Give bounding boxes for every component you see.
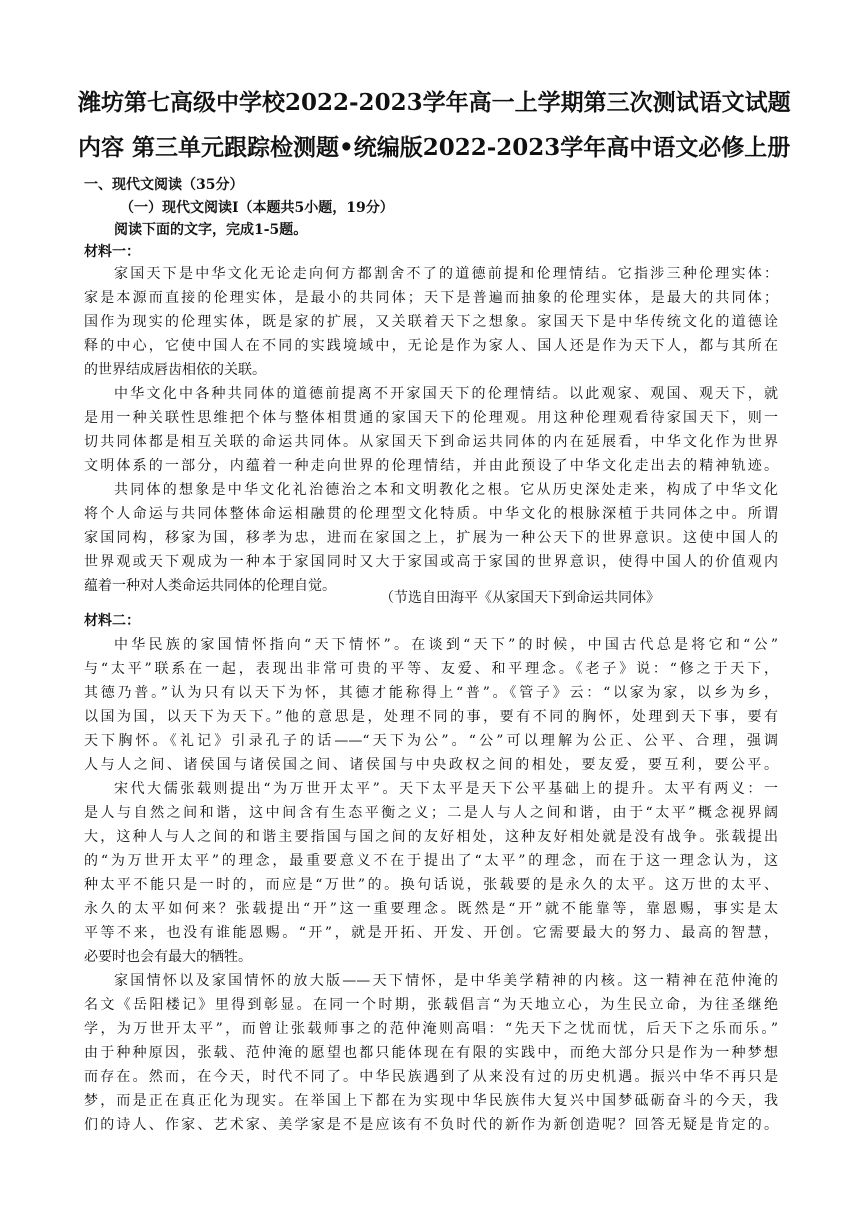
material-1-line: 文明体系的一部分，内蕴着一种走向世界的伦理情结，并由此预设了中华文化走出去的精神轨迹。	[84, 458, 778, 474]
material-2-line: 的“为万世开太平”的理念，最重要意义不在于提出了“太平”的理念，而在于这一理念认为，这	[84, 853, 778, 869]
material-2-line: 是人与自然之间和谐，这中间含有生态平衡之义；二是人与人之间和谐，由于“太平”概念视界阔	[84, 805, 778, 821]
material-2-line: 必要时也会有最大的牺牲。	[84, 949, 252, 965]
material-2-line: 与“太平”联系在一起，表现出非常可贵的平等、友爱、和平理念。《老子》说：“修之于天下，	[84, 661, 778, 677]
material-2-line: 由于种种原因，张载、范仲淹的愿望也都只能体现在有限的实践中，而绝大部分只是作为一种梦想	[84, 1045, 778, 1061]
material-2-line: 以国为国，以天下为天下。”他的意思是，处理不同的事，要有不同的胸怀，处理到天下事，要有	[84, 709, 778, 725]
document-title-line-1: 潍坊第七高级中学校2022-2023学年高一上学期第三次测试语文试题	[78, 89, 791, 116]
reading-instruction: 阅读下面的文字，完成1-5题。	[114, 222, 308, 238]
material-2-line: 梦，而是正在真正化为现实。在举国上下都在为实现中华民族伟大复兴中国梦砥砺奋斗的今天，我	[84, 1093, 778, 1109]
material-2-line: 中华民族的家国情怀指向“天下情怀”。在谈到“天下”的时候，中国古代总是将它和“公”	[114, 637, 778, 653]
sub-section-heading: （一）现代文阅读Ⅰ（本题共5小题，19分）	[120, 200, 394, 216]
material-1-line: 共同体的想象是中华文化礼治德治之本和文明教化之根。它从历史深处走来，构成了中华文化	[114, 482, 778, 498]
material-1-line: 家是本源而直接的伦理实体，是最小的共同体；天下是普遍而抽象的伦理实体，是最大的共同体；	[84, 290, 778, 306]
document-title-line-2: 内容 第三单元跟踪检测题•统编版2022-2023学年高中语文必修上册	[78, 134, 791, 161]
material-2-line: 大，这种人与人之间的和谐主要指国与国之间的友好相处，这种友好相处就是没有战争。张载提出	[84, 829, 778, 845]
material-1-line: 蕴着一种对人类命运共同体的伦理自觉。	[84, 578, 336, 594]
material-1-line: 切共同体都是相互关联的命运共同体。从家国天下到命运共同体的内在延展看，中华文化作为世界	[84, 434, 778, 450]
material-2-line: 人与人之间、诸侯国与诸侯国之间、诸侯国与中央政权之间的相处，要友爱，要互利，要公平。	[84, 757, 778, 773]
material-2-line: 永久的太平如何来？张载提出“开”这一重要理念。既然是“开”就不能靠等，靠恩赐，事实是太	[84, 901, 778, 917]
material-2-line: 其德乃普。”认为只有以天下为怀，其德才能称得上“普”。《管子》云：“以家为家，以乡为乡，	[84, 685, 778, 701]
material-1-line: 世界观或天下观成为一种本于家国同时又大于家国或高于家国的世界意识，使得中国人的价值观内	[84, 554, 778, 570]
material-2-line: 名文《岳阳楼记》里得到彰显。在同一个时期，张载倡言“为天地立心，为生民立命，为往圣继绝	[84, 997, 778, 1013]
material-1-line: 将个人命运与共同体整体命运相融贯的伦理型文化特质。中华文化的根脉深植于共同体之中。所谓	[84, 506, 778, 522]
material-2-label: 材料二：	[84, 613, 140, 629]
material-1-source: （节选自田海平《从家国天下到命运共同体》	[380, 590, 660, 606]
material-2-line: 学，为万世开太平”，而曾让张载师事之的范仲淹则高唱：“先天下之忧而忧，后天下之乐而乐。”	[84, 1021, 778, 1037]
material-2-line: 平等不来，也没有谁能恩赐。“开”，就是开拓、开发、开创。它需要最大的努力、最高的智慧，	[84, 925, 778, 941]
material-1-line: 国作为现实的伦理实体，既是家的扩展，又关联着天下之想象。家国天下是中华传统文化的道德诠	[84, 314, 778, 330]
material-1-line: 是用一种关联性思维把个体与整体相贯通的家国天下的伦理观。用这种伦理观看待家国天下，则一	[84, 410, 778, 426]
material-1-line: 的世界结成唇齿相依的关联。	[84, 362, 266, 378]
material-1-label: 材料一：	[84, 244, 140, 260]
material-2-line: 天下胸怀。《礼记》引录孔子的话——“天下为公”。“公”可以理解为公正、公平、合理，强调	[84, 733, 778, 749]
material-2-line: 种太平不能只是一时的，而应是“万世”的。换句话说，张载要的是永久的太平。这万世的太平、	[84, 877, 778, 893]
material-2-line: 而存在。然而，在今天，时代不同了。中华民族遇到了从来没有过的历史机遇。振兴中华不再只是	[84, 1069, 778, 1085]
material-2-line: 们的诗人、作家、艺术家、美学家是不是应该有不负时代的新作为新创造呢？回答无疑是肯定的。	[84, 1117, 778, 1133]
section-heading: 一、现代文阅读（35分）	[84, 177, 244, 193]
material-1-line: 家国天下是中华文化无论走向何方都割舍不了的道德前提和伦理情结。它指涉三种伦理实体：	[114, 266, 778, 282]
material-1-line: 家国同构，移家为国，移孝为忠，进而在家国之上，扩展为一种公天下的世界意识。这使中国人的	[84, 530, 778, 546]
material-2-line: 宋代大儒张载则提出“为万世开太平”。天下太平是天下公平基础上的提升。太平有两义：一	[114, 781, 778, 797]
material-1-line: 释的中心，它使中国人在不同的实践境域中，无论是作为家人、国人还是作为天下人，都与其所在	[84, 338, 778, 354]
material-2-line: 家国情怀以及家国情怀的放大版——天下情怀，是中华美学精神的内核。这一精神在范仲淹的	[114, 973, 778, 989]
material-1-line: 中华文化中各种共同体的道德前提离不开家国天下的伦理情结。以此观家、观国、观天下，就	[114, 386, 778, 402]
